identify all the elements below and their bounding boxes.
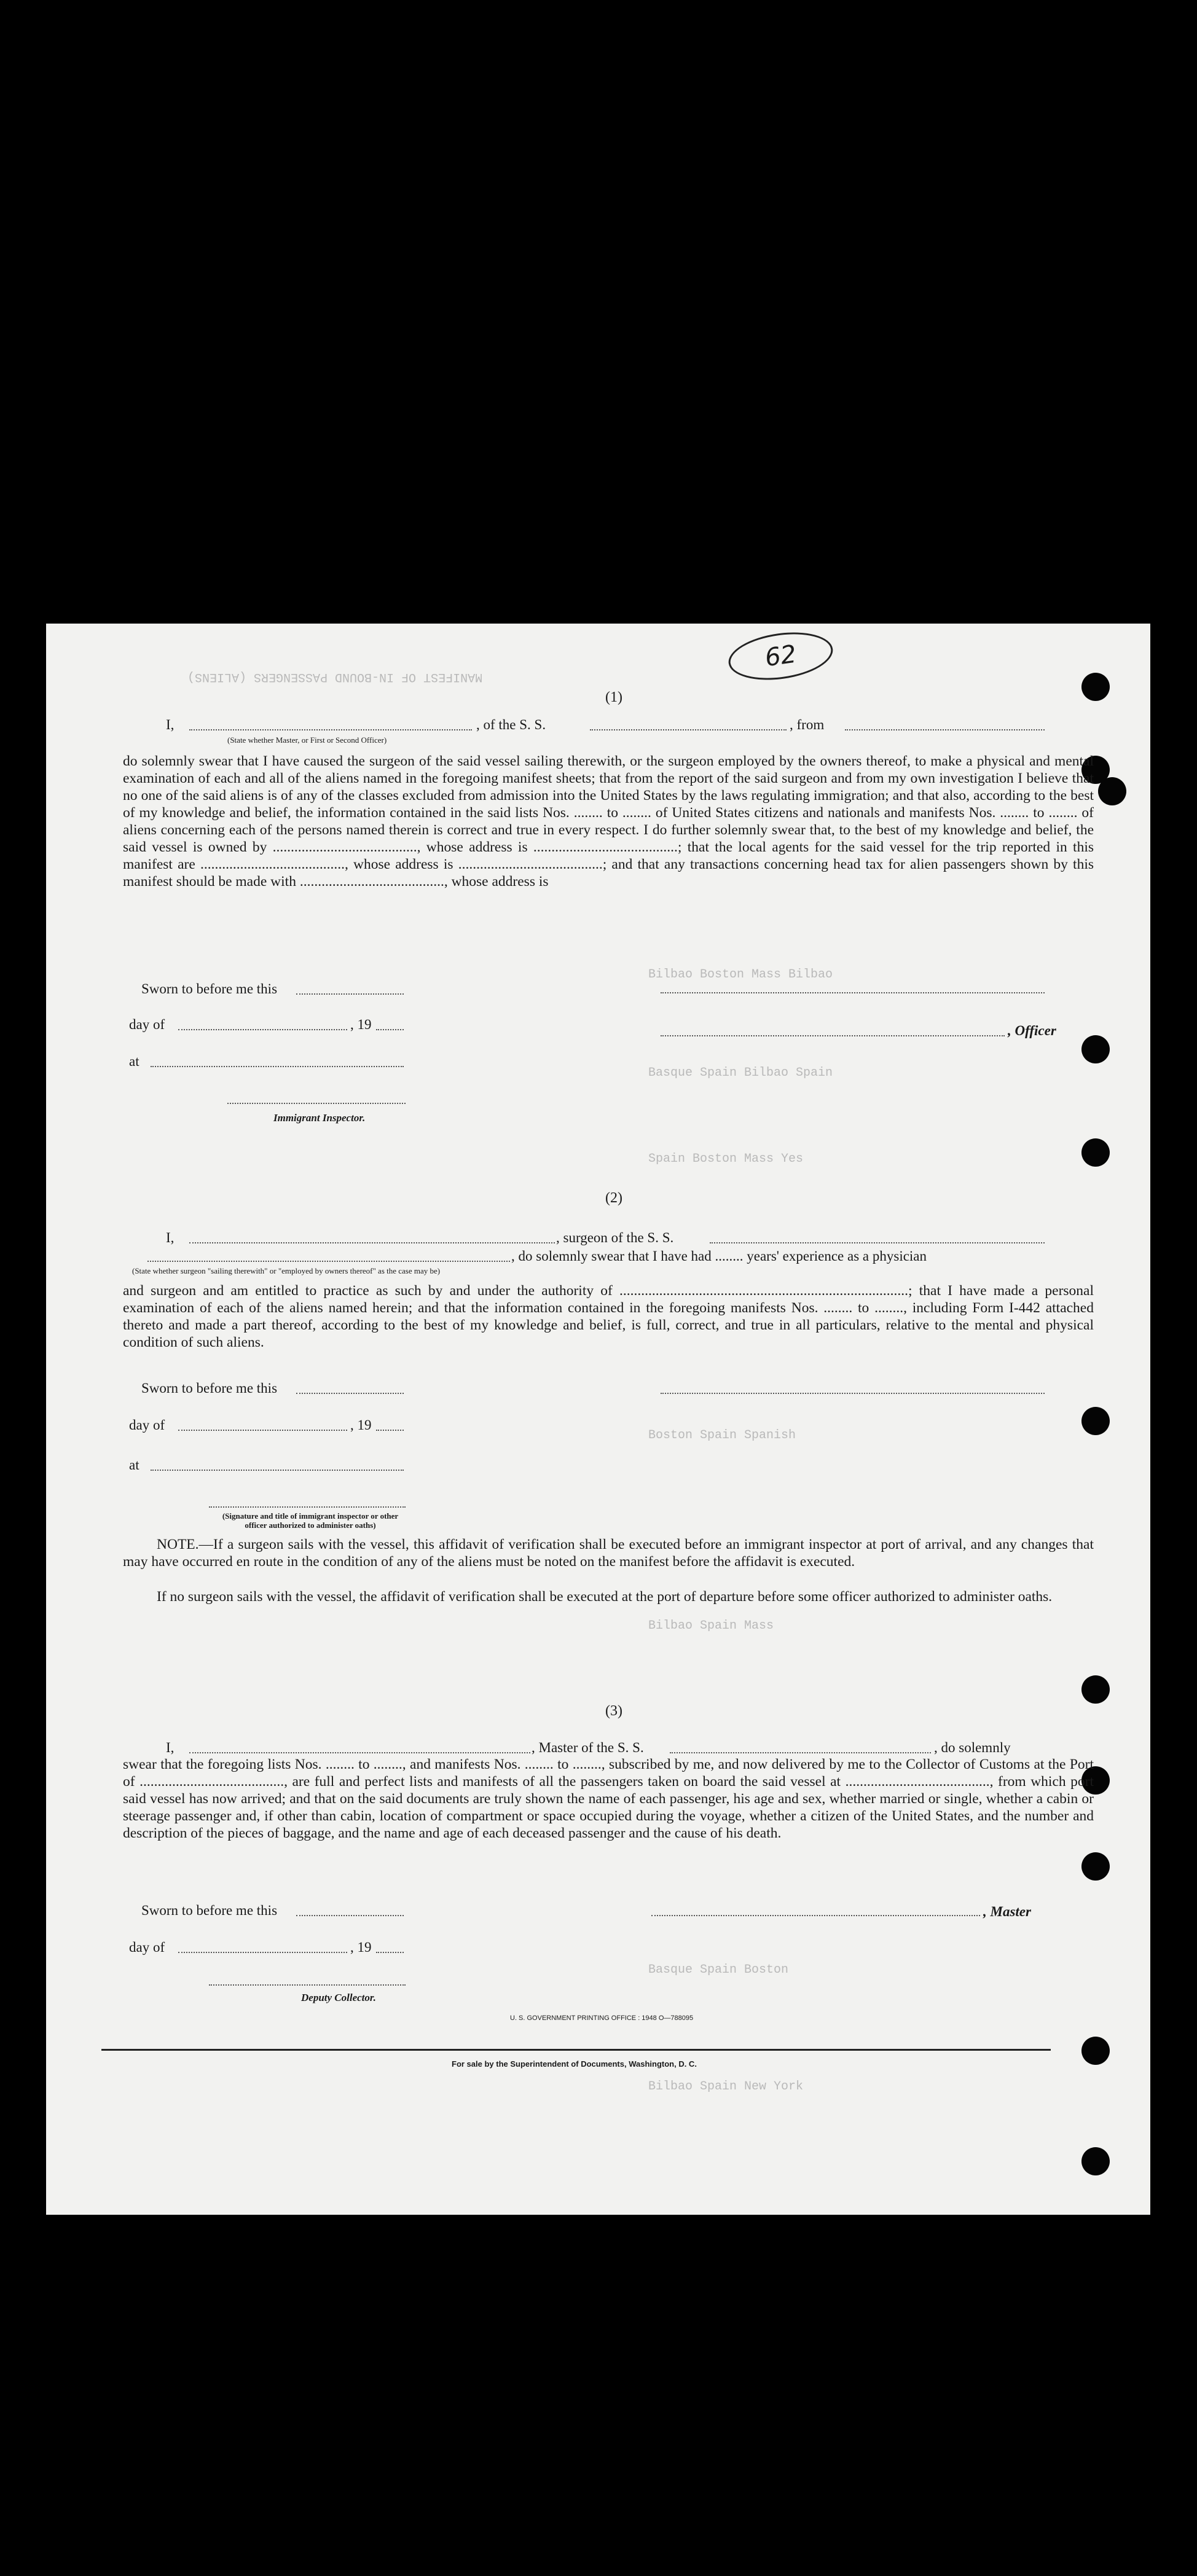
note-2-text: If no surgeon sails with the vessel, the affidavit of verification shall be executed at the port of departure before some officer authorized to administer oaths. (157, 1589, 1053, 1605)
year-label-3: , 19 (350, 1940, 372, 1955)
surgeon-caption: (State whether surgeon "sailing therewith" or "employed by owners thereof" as the case may be) (132, 1266, 441, 1275)
bleed-through-text: Boston Spain Spanish (648, 1428, 796, 1443)
binder-hole (1081, 1035, 1110, 1063)
section-1-paragraph (123, 753, 1094, 890)
master-label: , Master (983, 1904, 1031, 1919)
bleed-through-text: MANIFEST OF IN-BOUND PASSENGERS (ALIENS) (187, 670, 483, 684)
bleed-through-text: Basque Spain Boston (648, 1963, 789, 1977)
sale-notice: For sale by the Superintendent of Documents, Washington, D. C. (452, 2059, 697, 2069)
bleed-through-text: Bilbao Spain Mass (648, 1619, 774, 1633)
section-1-i: I, (166, 717, 175, 732)
at-label: at (129, 1054, 139, 1069)
footer-rule (101, 2049, 1051, 2051)
binder-hole (1081, 1138, 1110, 1167)
day-of-label-3: day of (129, 1940, 165, 1955)
immigrant-inspector-caption: Immigrant Inspector. (273, 1112, 366, 1124)
page-number-stamp (726, 626, 836, 686)
signature-caption: (Signature and title of immigrant inspector or other officer authorized to administer oaths) (222, 1511, 399, 1530)
section-2-text: and surgeon and am entitled to practice as such by and under the authority of ................................................................................; that I have made a personal examination of each of the aliens named herein; and that the information contained in the foregoing manifests Nos. ........ to ........, including Form I-442 attached thereto and made a part thereof, according to the best of my knowledge and belief, is full, correct, and true in all particulars, relative to the mental and physical condition of such aliens. (123, 1283, 1094, 1350)
binder-hole (1081, 1407, 1110, 1435)
section-1-number: (1) (605, 689, 622, 705)
bleed-through-text: Basque Spain Bilbao Spain (648, 1066, 833, 1080)
section-1-text: do solemnly swear that I have caused the surgeon of the said vessel sailing therewith, or the surgeon employed by the owners thereof, to make a physical and mental examination of each and all of the aliens named in the foregoing manifest sheets; that from the report of the said surgeon and from my own investigation I believe that no one of the said aliens is of any of the classes excluded from admission into the United States by the laws regulating immigration; and that also, according to the best of my knowledge and belief, the information contained in the said lists Nos. ........ to ........ of United States citizens and nationals and manifests Nos. ........ to ........ of aliens concerning each of the persons named therein is correct and true in every respect. I do further solemnly swear that, to the best of my knowledge and belief, the said vessel is owned by ........................................, whose address is ........................................; that the local agents for the said vessel for the trip reported in this manifest are ........................................, whose address is ........................................; and that any transactions concerning head tax for alien passengers shown by this manifest should be made with ........................................, whose address is (123, 753, 1094, 890)
sworn-label: Sworn to before me this (141, 981, 278, 996)
year-label: , 19 (350, 1017, 372, 1032)
section-3-number: (3) (605, 1703, 622, 1719)
day-of-label-2: day of (129, 1417, 165, 1433)
deputy-collector-caption: Deputy Collector. (301, 1992, 376, 2003)
section-2-number: (2) (605, 1190, 622, 1206)
officer-label: , Officer (1008, 1023, 1056, 1038)
do-solemnly: , do solemnly (934, 1740, 1011, 1755)
sworn-label-2: Sworn to before me this (141, 1380, 278, 1396)
bleed-through-text: Bilbao Boston Mass Bilbao (648, 968, 833, 982)
bleed-through-text: Spain Boston Mass Yes (648, 1152, 804, 1166)
document-page (46, 624, 1150, 2215)
note-text: —If a surgeon sails with the vessel, this affidavit of verification shall be executed before an immigrant inspector at port of arrival, and any changes that may have occurred en route in the condition of any of the aliens must be noted on the manifest before the affidavit is executed. (123, 1537, 1094, 1570)
day-of-label: day of (129, 1017, 165, 1032)
binder-hole (1081, 673, 1110, 701)
section-1-of-ss: , of the S. S. (476, 717, 546, 732)
year-label-2: , 19 (350, 1417, 372, 1433)
years-experience: , do solemnly swear that I have had ........ years' experience as a physician (511, 1248, 927, 1264)
master-caption: (State whether Master, or First or Second Officer) (227, 735, 387, 745)
binder-hole (1081, 1852, 1110, 1881)
sworn-label-3: Sworn to before me this (141, 1903, 278, 1918)
section-3-text: swear that the foregoing lists Nos. ........ to ........, and manifests Nos. ........ to ........, subscribed by me, and now delivered by me to the Collector of Customs at the Port of ........................................, are full and perfect lists and manifests of all the passengers taken on board the said vessel at ........................................, from which port said vessel has now arrived; and that on the said documents are truly shown the name of each passenger, his age and sex, whether married or single, whether a cabin or steerage passenger and, if other than cabin, location of compartment or space occupied during the voyage, whether a citizen of the United States, and the number and description of the pieces of baggage, and the name and age of each deceased passenger and the cause of his death. (123, 1756, 1094, 1841)
binder-hole (1081, 2147, 1110, 2175)
binder-hole (1081, 1675, 1110, 1704)
surgeon-of-ss: , surgeon of the S. S. (556, 1230, 674, 1245)
at-label-2: at (129, 1457, 139, 1473)
section-2-i: I, (166, 1230, 175, 1245)
master-of-ss: , Master of the S. S. (532, 1740, 644, 1755)
section-3-i: I, (166, 1740, 175, 1755)
note-label: NOTE. (157, 1537, 199, 1552)
binder-hole (1098, 777, 1126, 805)
page-number: 62 (763, 640, 798, 673)
section-1-from: , from (790, 717, 825, 732)
surgeon-note (123, 1536, 1094, 1570)
surgeon-note-2 (123, 1588, 1094, 1605)
printing-office-line: U. S. GOVERNMENT PRINTING OFFICE : 1948 O—788095 (510, 2014, 694, 2022)
bleed-through-text: Bilbao Spain New York (648, 2080, 804, 2094)
binder-hole (1081, 2037, 1110, 2065)
section-2-paragraph (123, 1282, 1094, 1351)
section-3-paragraph (123, 1756, 1094, 1842)
